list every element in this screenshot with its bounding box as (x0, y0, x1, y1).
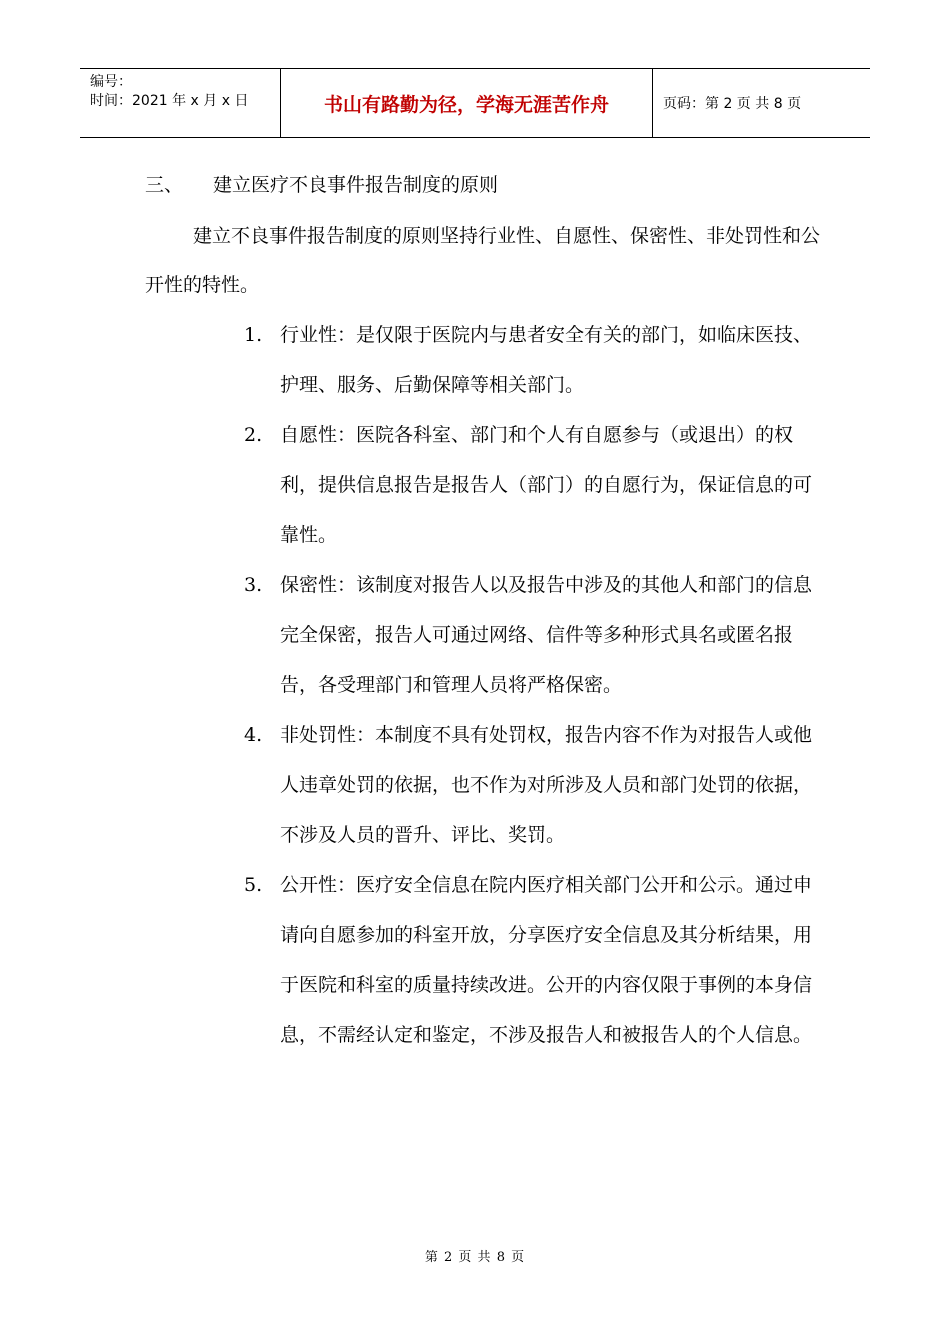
item-text: 保密性：该制度对报告人以及报告中涉及的其他人和部门的信息完全保密，报告人可通过网络、信件等多种形式具名或匿名报告，各受理部门和管理人员将严格保密。 (280, 574, 813, 696)
item-number: 4. (244, 724, 263, 746)
intro-paragraph: 建立不良事件报告制度的原则坚持行业性、自愿性、保密性、非处罚性和公开性的特性。 (145, 225, 821, 296)
item-number: 5. (244, 874, 263, 896)
list-item (240, 560, 830, 710)
list-item (240, 710, 830, 860)
time-label: 时间：2021 年 x 月 x 日 (90, 93, 249, 109)
section-heading (145, 170, 498, 197)
page-header (80, 68, 870, 138)
list-item (240, 310, 830, 410)
item-number: 1. (244, 324, 263, 346)
item-number: 3. (244, 574, 263, 596)
item-number: 2. (244, 424, 263, 446)
item-text: 非处罚性：本制度不具有处罚权，报告内容不作为对报告人或他人违章处罚的依据，也不作为对所涉及人员和部门处罚的依据，不涉及人员的晋升、评比、奖罚。 (280, 724, 813, 846)
item-text: 公开性：医疗安全信息在院内医疗相关部门公开和公示。通过申请向自愿参加的科室开放，分享医疗安全信息及其分析结果，用于医院和科室的质量持续改进。公开的内容仅限于事例的本身信息，不需经认定和鉴定，不涉及报告人和被报告人的个人信息。 (280, 874, 813, 1046)
item-text: 自愿性：医院各科室、部门和个人有自愿参与（或退出）的权利，提供信息报告是报告人（部门）的自愿行为，保证信息的可靠性。 (280, 424, 813, 546)
section-title: 建立医疗不良事件报告制度的原则 (213, 174, 499, 196)
section-number: 三、 (145, 174, 184, 196)
principles-list (240, 310, 830, 1060)
list-item (240, 860, 830, 1060)
header-page-info: 页码：第 2 页 共 8 页 (663, 96, 802, 112)
header-motto: 书山有路勤为径，学海无涯苦作舟 (281, 69, 653, 137)
list-item (240, 410, 830, 560)
number-label: 编号： (90, 74, 132, 90)
item-text: 行业性：是仅限于医院内与患者安全有关的部门，如临床医技、护理、服务、后勤保障等相关部门。 (280, 324, 813, 396)
header-meta (80, 69, 281, 137)
page-footer: 第 2 页 共 8 页 (424, 1250, 526, 1265)
